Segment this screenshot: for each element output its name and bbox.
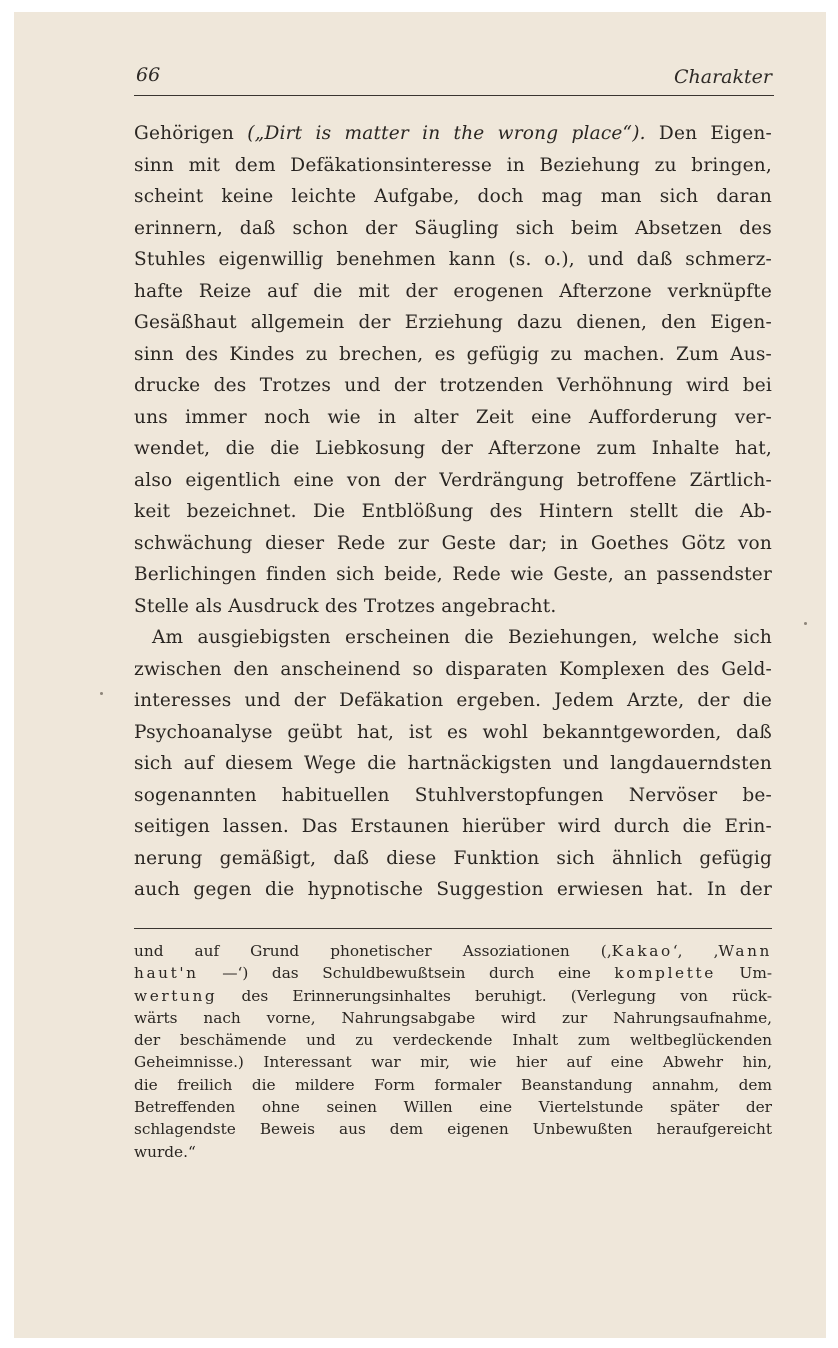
spaced-word: Wann [718, 942, 773, 960]
paragraph-end-line: Stelle als Ausdruck des Trotzes angebracht. [134, 595, 557, 617]
spaced-word: wertung [134, 986, 218, 1005]
scan-speck [100, 692, 103, 695]
main-text [134, 118, 772, 906]
page-number: 66 [136, 64, 161, 86]
text-line: hafte Reize auf die mit der erogenen Afterzone verknüpfte [134, 280, 772, 302]
text-line: Gesäßhaut allgemein der Erziehung dazu dienen, den Eigen- [134, 312, 772, 333]
footnote-line: wurde.“ [134, 1142, 196, 1161]
text-line: drucke des Trotzes und der trotzenden Verhöhnung wird bei [134, 375, 772, 396]
footnote [134, 940, 772, 1163]
footnote-line: die freilich die mildere Form formaler Beanstandung annahm, dem [134, 1075, 772, 1094]
text-line: Stuhles eigenwillig benehmen kann (s. o.), und daß schmerz- [134, 249, 772, 270]
footnote-line: Betreffenden ohne seinen Willen eine Viertelstunde später der [134, 1098, 772, 1117]
running-title: Charakter [674, 66, 772, 88]
text-line: sich auf diesem Wege die hartnäckigsten und langdauerndsten [134, 753, 772, 774]
text-line: erinnern, daß schon der Säugling sich beim Absetzen des [134, 217, 772, 239]
text-line: wendet, die die Liebkosung der Afterzone zum Inhalte hat, [134, 438, 772, 459]
footnote-line: und auf Grund phonetischer Assoziationen (‚Kakao‘, ‚Wann [134, 942, 773, 960]
text-line: zwischen den anscheinend so disparaten Komplexen des Geld- [134, 658, 772, 680]
text-line: scheint keine leichte Aufgabe, doch mag man sich daran [134, 186, 772, 207]
spaced-word: Kakao [611, 942, 673, 960]
header-rule [134, 95, 774, 96]
footnote-line: haut'n —‘) das Schuldbewußtsein durch eine komplette Um- [134, 964, 772, 983]
text-line: Gehörigen („Dirt is matter in the wrong place“). Den Eigen- [134, 123, 772, 144]
text-line: also eigentlich eine von der Verdrängung betroffene Zärtlich- [134, 469, 772, 491]
text-line: uns immer noch wie in alter Zeit eine Aufforderung ver- [134, 406, 772, 428]
footnote-line: Geheimnisse.) Interessant war mir, wie hier auf eine Abwehr hin, [134, 1053, 772, 1072]
scan-speck [804, 622, 807, 625]
text-line: sogenannten habituellen Stuhlverstopfungen Nervöser be- [134, 784, 772, 806]
spaced-word: haut'n [134, 964, 199, 983]
footnote-line: schlagendste Beweis aus dem eigenen Unbewußten heraufgereicht [134, 1120, 772, 1139]
text-line: sinn des Kindes zu brechen, es gefügig zu machen. Zum Aus- [134, 343, 772, 365]
text-line: Psychoanalyse geübt hat, ist es wohl bekanntgeworden, daß [134, 721, 772, 743]
spaced-word: komplette [614, 964, 716, 983]
text-line: auch gegen die hypnotische Suggestion erwiesen hat. In der [134, 879, 772, 900]
text-line: interesses und der Defäkation ergeben. Jedem Arzte, der die [134, 690, 772, 711]
quote-dirt-is-matter: („Dirt is matter in the wrong place“). [247, 123, 646, 144]
running-header [136, 62, 774, 92]
text-line: Berlichingen finden sich beide, Rede wie Geste, an passendster [134, 564, 772, 585]
text-line: keit bezeichnet. Die Entblößung des Hintern stellt die Ab- [134, 501, 772, 522]
footnote-line: wertung des Erinnerungsinhaltes beruhigt. (Verlegung von rück- [134, 986, 772, 1005]
text-line: sinn mit dem Defäkationsinteresse in Beziehung zu bringen, [134, 154, 772, 176]
footnote-line: der beschämende und zu verdeckende Inhalt zum weltbeglückenden [134, 1031, 772, 1050]
text-line: seitigen lassen. Das Erstaunen hierüber wird durch die Erin- [134, 816, 772, 837]
text-line: schwächung dieser Rede zur Geste dar; in Goethes Götz von [134, 532, 772, 554]
footnote-line: wärts nach vorne, Nahrungsabgabe wird zur Nahrungsaufnahme, [134, 1008, 772, 1027]
text-line: nerung gemäßigt, daß diese Funktion sich ähnlich gefügig [134, 847, 772, 869]
footnote-rule [134, 928, 772, 929]
paragraph-start-line: Am ausgiebigsten erscheinen die Beziehungen, welche sich [152, 627, 772, 648]
